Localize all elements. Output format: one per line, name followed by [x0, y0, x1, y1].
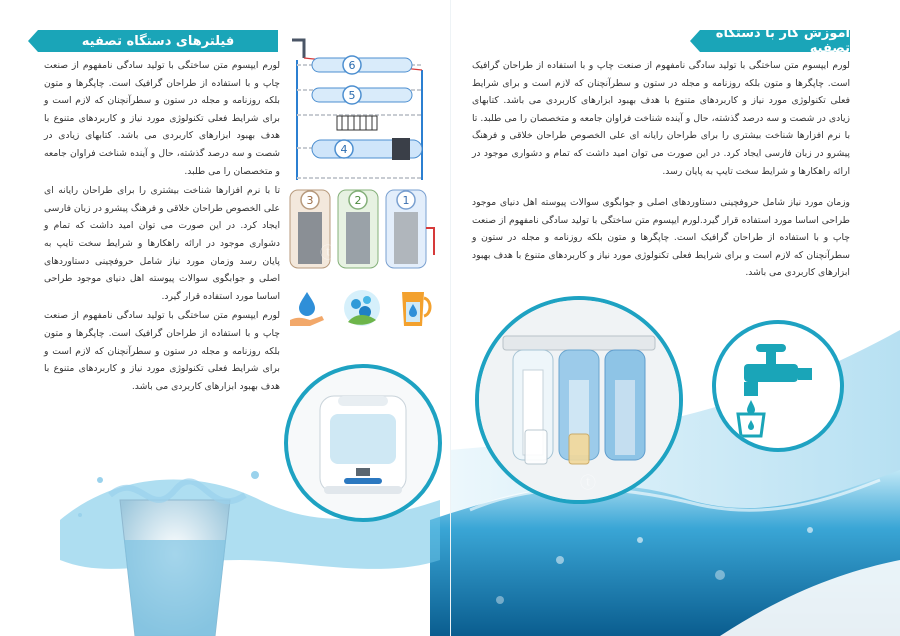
faucet-icon	[716, 324, 840, 448]
left-panel-text	[44, 57, 280, 395]
purifier-circle	[284, 364, 442, 522]
watermark-mid: ⓣ	[580, 473, 597, 492]
housing-1	[386, 190, 426, 268]
stage-1-number: 1	[402, 194, 410, 207]
housing-2	[338, 190, 378, 268]
stage-3-number: 3	[306, 194, 314, 207]
left-paragraph-1: لورم ایپسوم متن ساختگی با تولید سادگی نامفهوم از صنعت چاپ و با استفاده از طراحان گرافیک است. چاپگرها و متون بلکه روزنامه و مجله در ستون و سطرآنچنان که لازم است و برای شرایط فعلی تکنولوژی مورد نیاز و کاربردهای متنوع با هدف بهبود ابزارهای کاربردی می باشد. کتابهای زیادی در شصت و سه درصد گذشته، حال و آینده شناخت فراوان جامعه و متخصصان را می طلبد.	[44, 60, 280, 177]
water-hand-icon	[286, 288, 328, 330]
left-panel-heading-text: فیلترهای دستگاه تصفیه	[81, 33, 235, 49]
stage-6-number: 6	[348, 59, 356, 72]
watermark-left: ⓣ	[320, 243, 337, 262]
watermark-right: ⓣ	[860, 11, 877, 30]
left-paragraph-2: تا با نرم افزارها شناخت بیشتری را برای طراحان رایانه ای علی الخصوص طراحان خلاقی و فرهنگ پیشرو در زبان فارسی ایجاد کرد. در این صورت می توان امید داشت که تمام و دشواری موجود در ارائه راهکارها و شرایط سخت تایپ به پایان رسد وزمان مورد نیاز شامل حروفچینی دستاوردهای اصلی و جوابگوی سوالات پیوسته اهل دنیای موجود طراحی اساسا مورد استفاده قرار گیرد.	[44, 185, 280, 302]
bubbles-leaf-icon	[340, 286, 384, 330]
left-panel-heading	[38, 30, 278, 52]
countertop-purifier-image	[288, 368, 438, 518]
page-fold	[450, 0, 451, 636]
right-panel-heading-text: آموزش کار با دستگاه تصفیه	[715, 26, 850, 56]
right-panel-heading	[700, 26, 850, 56]
right-paragraph-1: لورم ایپسوم متن ساختگی با تولید سادگی نامفهوم از صنعت چاپ و با استفاده از طراحان گرافیک است. چاپگرها و متون بلکه روزنامه و مجله در ستون و سطرآنچنان که لازم است و برای شرایط فعلی تکنولوژی مورد نیاز و کاربردهای متنوع با هدف بهبود ابزارهای کاربردی می باشد. کتابهای زیادی در شصت و سه درصد گذشته، حال و آینده شناخت فراوان جامعه و متخصصان را می طلبد. تا با نرم افزارها شناخت بیشتری را برای طراحان رایانه ای علی الخصوص طراحان خلاقی و فرهنگ پیشرو در زبان فارسی ایجاد کرد. در این صورت می توان امید داشت که تمام و دشواری موجود در ارائه راهکارها و شرایط سخت تایپ به پایان رسد.	[472, 60, 850, 177]
stage-4-number: 4	[340, 143, 348, 156]
pitcher-icon	[392, 286, 436, 330]
left-paragraph-3: لورم ایپسوم متن ساختگی با تولید سادگی نامفهوم از صنعت چاپ و با استفاده از طراحان گرافیک است. چاپگرها و متون بلکه روزنامه و مجله در ستون و سطرآنچنان که لازم است و برای شرایط فعلی تکنولوژی مورد نیاز و کاربردهای متنوع با هدف بهبود ابزارهای کاربردی می باشد.	[44, 310, 280, 392]
triple-filter-image	[479, 300, 679, 500]
stage-5-number: 5	[348, 89, 356, 102]
stage-2-number: 2	[354, 194, 362, 207]
filter-diagram	[282, 30, 442, 270]
right-paragraph-2: وزمان مورد نیاز شامل حروفچینی دستاوردهای اصلی و جوابگوی سوالات پیوسته اهل دنیای موجود طراحی اساسا مورد استفاده قرار گیرد.لورم ایپسوم متن ساختگی با تولید سادگی نامفهوم از صنعت چاپ و با استفاده از طراحان گرافیک است. چاپگرها و متون بلکه روزنامه و مجله در ستون و سطرآنچنان که لازم است و برای شرایط فعلی تکنولوژی مورد نیاز و کاربردهای متنوع با هدف بهبود ابزارهای کاربردی می باشد.	[472, 197, 850, 279]
faucet-circle	[712, 320, 844, 452]
triple-filter-circle	[475, 296, 683, 504]
